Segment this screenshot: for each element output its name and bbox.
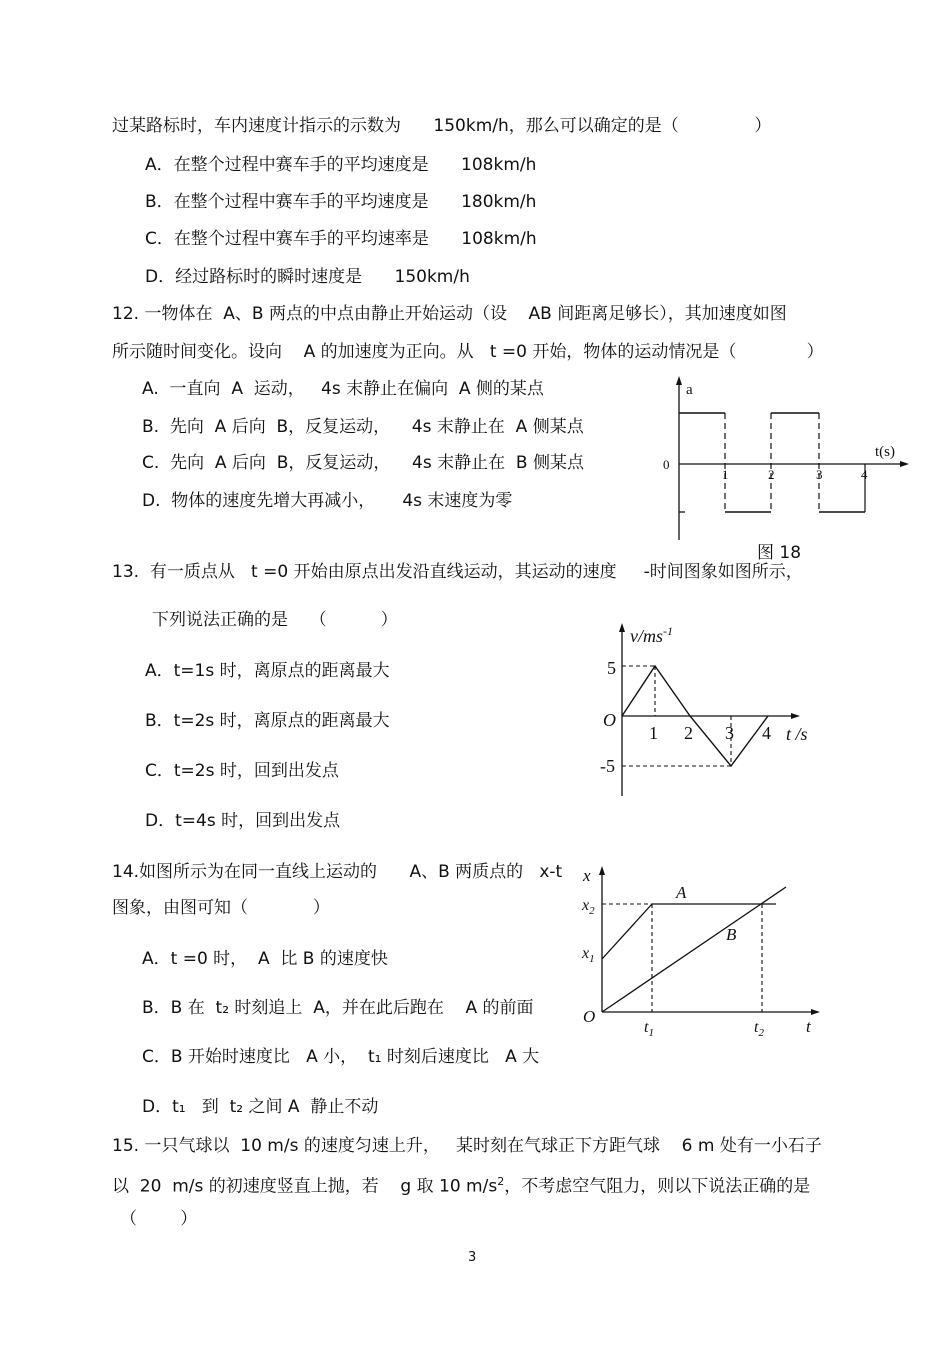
q12-option-b: B. 先向 A 后向 B，反复运动， 4s 末静止在 A 侧某点 — [142, 417, 584, 437]
q13-x-axis-label: t /s — [786, 724, 808, 744]
q12-x-axis-label: t(s) — [875, 444, 895, 460]
svg-text:t1 — [644, 1019, 654, 1037]
svg-text:x2 — [581, 897, 595, 917]
q13-y-axis-label: v/ms — [630, 626, 663, 646]
q14-x-axis-label: t — [806, 1017, 811, 1036]
q15-stem-line3: （ ） — [120, 1209, 198, 1229]
q13-stem-line2: 下列说法正确的是 （ ） — [152, 610, 398, 630]
q13-x-tick-3: 3 — [725, 723, 734, 743]
q14-x2-subscript: 2 — [589, 905, 595, 917]
q12-tick-4: 4 — [861, 467, 868, 482]
q12-origin-label: 0 — [663, 457, 670, 472]
q12-tick-1: 1 — [722, 467, 729, 482]
svg-text:t2 — [754, 1019, 764, 1037]
q14-option-a: A．t =0 时， A 比 B 的速度快 — [142, 949, 388, 969]
q13-origin-label: O — [603, 710, 616, 730]
q11-option-d: D．经过路标时的瞬时速度是 150km/h — [145, 267, 470, 287]
q15-stem-line2-a: 以 20 m/s 的初速度竖直上抛，若 g 取 10 m/s — [112, 1176, 498, 1197]
q15-stem-line2-b: ，不考虑空气阻力，则以下说法正确的是 — [504, 1176, 811, 1197]
q11-option-b: B．在整个过程中赛车手的平均速度是 180km/h — [145, 192, 537, 212]
q14-y-axis-label: x — [583, 866, 591, 885]
q11-option-c: C．在整个过程中赛车手的平均速率是 108km/h — [145, 229, 537, 249]
q13-y-axis-label-superscript: -1 — [663, 624, 673, 638]
q12-y-axis-label: a — [686, 382, 693, 398]
q15-stem-line2-superscript: 2 — [497, 1175, 505, 1188]
q14-option-b: B．B 在 t₂ 时刻追上 A，并在此后跑在 A 的前面 — [142, 998, 534, 1018]
q14-t2-label: t — [754, 1019, 759, 1036]
q14-t1-subscript: 1 — [648, 1027, 654, 1037]
svg-text:v/ms-1 — [630, 624, 673, 646]
q12-option-a: A. 一直向 A 运动， 4s 末静止在偏向 A 侧的某点 — [142, 379, 544, 399]
q12-stem-line2: 所示随时间变化。设向 A 的加速度为正向。从 t =0 开始，物体的运动情况是（ ） — [112, 342, 824, 362]
q14-line-a-label: A — [676, 883, 687, 902]
q13-y-tick-neg5: -5 — [600, 756, 615, 776]
q13-option-b: B．t=2s 时，离原点的距离最大 — [145, 711, 390, 731]
q11-stem: 过某路标时，车内速度计指示的示数为 150km/h，那么可以确定的是（ ） — [112, 116, 772, 136]
q13-vt-graph — [598, 618, 828, 803]
q13-option-d: D．t=4s 时，回到出发点 — [145, 811, 341, 831]
q12-option-d: D. 物体的速度先增大再减小， 4s 末速度为零 — [142, 491, 513, 511]
q12-at-graph — [655, 372, 915, 567]
q12-option-c: C. 先向 A 后向 B，反复运动， 4s 末静止在 B 侧某点 — [142, 453, 584, 473]
q14-xt-graph — [578, 862, 828, 1037]
q11-option-a: A．在整个过程中赛车手的平均速度是 108km/h — [145, 155, 537, 175]
q13-stem-line1: 13. 有一质点从 t =0 开始由原点出发沿直线运动，其运动的速度 -时间图象如图所示， — [112, 562, 803, 582]
q13-x-tick-4: 4 — [762, 723, 771, 743]
q14-t1-label: t — [644, 1019, 649, 1036]
q14-option-d: D．t₁ 到 t₂ 之间 A 静止不动 — [142, 1097, 379, 1117]
svg-text:x1 — [581, 945, 595, 965]
q13-option-a: A．t=1s 时，离原点的距离最大 — [145, 661, 390, 681]
q12-tick-2: 2 — [768, 467, 775, 482]
q13-option-c: C．t=2s 时，回到出发点 — [145, 761, 339, 781]
q15-stem-line2 — [112, 1171, 810, 1198]
q13-x-tick-2: 2 — [684, 723, 693, 743]
q14-t2-subscript: 2 — [758, 1027, 764, 1037]
page-number: 3 — [468, 1250, 477, 1265]
q12-tick-3: 3 — [816, 467, 823, 482]
q14-x2-label: x — [582, 897, 590, 914]
q15-stem-line1: 15. 一只气球以 10 m/s 的速度匀速上升， 某时刻在气球正下方距气球 6 m 处有一小石子 — [112, 1136, 822, 1156]
q14-stem-line2: 图象，由图可知（ ） — [112, 898, 330, 918]
q14-x1-subscript: 1 — [589, 953, 595, 965]
q12-figure-caption: 图 18 — [757, 543, 802, 563]
q14-line-b-label: B — [726, 925, 737, 944]
q13-y-tick-5: 5 — [607, 658, 616, 678]
q14-option-c: C．B 开始时速度比 A 小， t₁ 时刻后速度比 A 大 — [142, 1047, 540, 1067]
q14-x1-label: x — [582, 945, 590, 962]
q12-stem-line1: 12. 一物体在 A、B 两点的中点由静止开始运动（设 AB 间距离足够长），其加速度如图 — [112, 304, 787, 324]
q14-stem-line1: 14.如图所示为在同一直线上运动的 A、B 两质点的 x-t — [112, 862, 563, 882]
q13-x-tick-1: 1 — [649, 723, 658, 743]
q14-origin-label: O — [583, 1007, 596, 1026]
